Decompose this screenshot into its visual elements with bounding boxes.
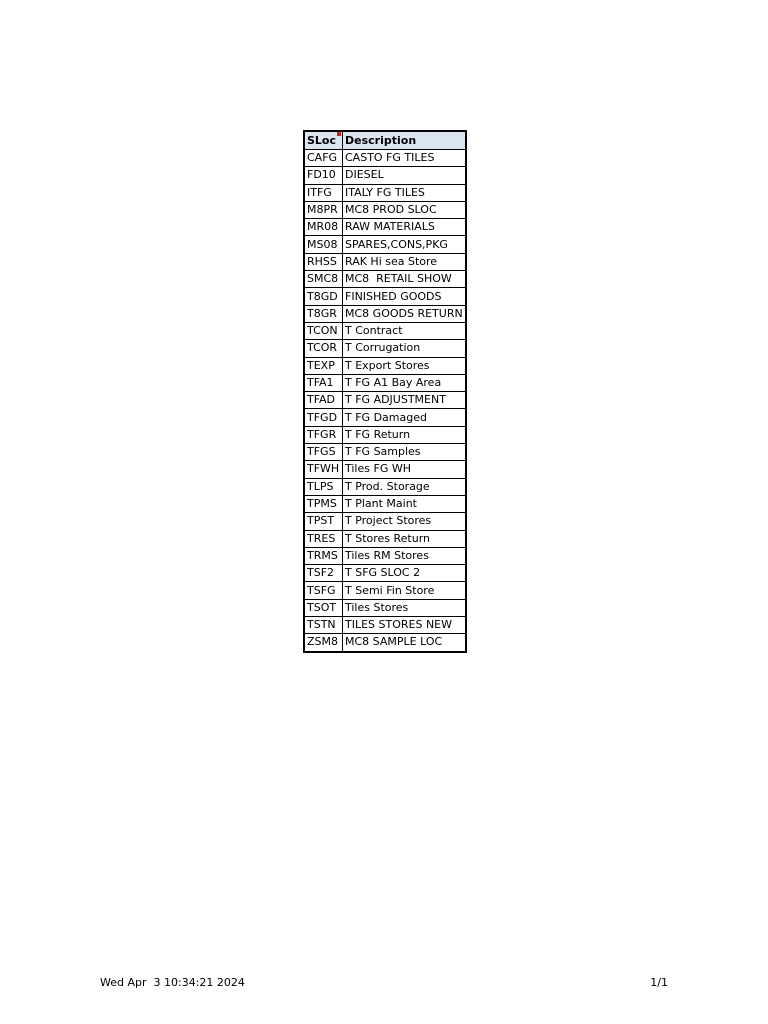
page-number: 1/1 <box>650 976 668 989</box>
table-row <box>304 530 466 547</box>
cell-sloc: TRES <box>304 530 343 547</box>
cell-sloc: TFAD <box>304 392 343 409</box>
header-sloc <box>304 131 343 150</box>
cell-sloc: MS08 <box>304 236 343 253</box>
table-row <box>304 288 466 305</box>
cell-sloc: TCOR <box>304 340 343 357</box>
cell-description: CASTO FG TILES <box>343 150 466 167</box>
cell-sloc: TRMS <box>304 547 343 564</box>
cell-sloc: FD10 <box>304 167 343 184</box>
table-row <box>304 236 466 253</box>
cell-description: T FG Damaged <box>343 409 466 426</box>
cell-description: T Contract <box>343 322 466 339</box>
cell-description: MC8 PROD SLOC <box>343 201 466 218</box>
table-row <box>304 392 466 409</box>
table-row <box>304 426 466 443</box>
cell-sloc: SMC8 <box>304 271 343 288</box>
table-row <box>304 357 466 374</box>
cell-sloc: CAFG <box>304 150 343 167</box>
table-row <box>304 253 466 270</box>
cell-sloc: TFGD <box>304 409 343 426</box>
cell-description: ITALY FG TILES <box>343 184 466 201</box>
cell-sloc: TSF2 <box>304 565 343 582</box>
cell-description: RAW MATERIALS <box>343 219 466 236</box>
table-row <box>304 634 466 652</box>
cell-description: MC8 GOODS RETURN <box>343 305 466 322</box>
cell-sloc: ZSM8 <box>304 634 343 652</box>
cell-sloc: TFGR <box>304 426 343 443</box>
cell-sloc: TSOT <box>304 599 343 616</box>
cell-description: T SFG SLOC 2 <box>343 565 466 582</box>
cell-sloc: TFA1 <box>304 374 343 391</box>
table-row <box>304 374 466 391</box>
table-row <box>304 582 466 599</box>
table-row <box>304 322 466 339</box>
cell-description: DIESEL <box>343 167 466 184</box>
cell-description: T FG Samples <box>343 444 466 461</box>
table-row <box>304 150 466 167</box>
cell-description: T Prod. Storage <box>343 478 466 495</box>
table-row <box>304 547 466 564</box>
table-row <box>304 409 466 426</box>
cell-sloc: MR08 <box>304 219 343 236</box>
table-body <box>304 150 466 652</box>
cell-sloc: ITFG <box>304 184 343 201</box>
cell-sloc: T8GD <box>304 288 343 305</box>
table-row <box>304 167 466 184</box>
table-row <box>304 219 466 236</box>
print-timestamp: Wed Apr 3 10:34:21 2024 <box>100 976 245 989</box>
cell-sloc: T8GR <box>304 305 343 322</box>
table-header-row <box>304 131 466 150</box>
cell-sloc: RHSS <box>304 253 343 270</box>
cell-sloc: TSFG <box>304 582 343 599</box>
table-row <box>304 599 466 616</box>
cell-description: T FG Return <box>343 426 466 443</box>
cell-description: Tiles RM Stores <box>343 547 466 564</box>
table-row <box>304 513 466 530</box>
cell-description: FINISHED GOODS <box>343 288 466 305</box>
cell-sloc: TFWH <box>304 461 343 478</box>
table-row <box>304 495 466 512</box>
cell-sloc: TPST <box>304 513 343 530</box>
cell-description: T Project Stores <box>343 513 466 530</box>
cell-description: T Export Stores <box>343 357 466 374</box>
cell-description: TILES STORES NEW <box>343 617 466 634</box>
cell-sloc: TCON <box>304 322 343 339</box>
table-row <box>304 271 466 288</box>
cell-sloc: M8PR <box>304 201 343 218</box>
cell-sloc: TLPS <box>304 478 343 495</box>
table-row <box>304 340 466 357</box>
table-row <box>304 201 466 218</box>
table-row <box>304 478 466 495</box>
table-row <box>304 305 466 322</box>
cell-description: MC8 RETAIL SHOW <box>343 271 466 288</box>
cell-description: T Semi Fin Store <box>343 582 466 599</box>
table-row <box>304 444 466 461</box>
table-row <box>304 461 466 478</box>
cell-description: RAK Hi sea Store <box>343 253 466 270</box>
cell-description: T Corrugation <box>343 340 466 357</box>
cell-description: Tiles Stores <box>343 599 466 616</box>
cell-sloc: TPMS <box>304 495 343 512</box>
cell-description: T Plant Maint <box>343 495 466 512</box>
header-sloc-label: SLoc <box>307 133 337 147</box>
table-row <box>304 617 466 634</box>
cell-description: SPARES,CONS,PKG <box>343 236 466 253</box>
cell-description: T FG A1 Bay Area <box>343 374 466 391</box>
table-row <box>304 184 466 201</box>
header-description: Description <box>343 131 466 150</box>
storage-location-table <box>303 130 467 653</box>
table-row <box>304 565 466 582</box>
cell-sloc: TEXP <box>304 357 343 374</box>
cell-sloc: TSTN <box>304 617 343 634</box>
cell-description: MC8 SAMPLE LOC <box>343 634 466 652</box>
cell-description: T Stores Return <box>343 530 466 547</box>
cell-description: Tiles FG WH <box>343 461 466 478</box>
cell-description: T FG ADJUSTMENT <box>343 392 466 409</box>
cell-sloc: TFGS <box>304 444 343 461</box>
